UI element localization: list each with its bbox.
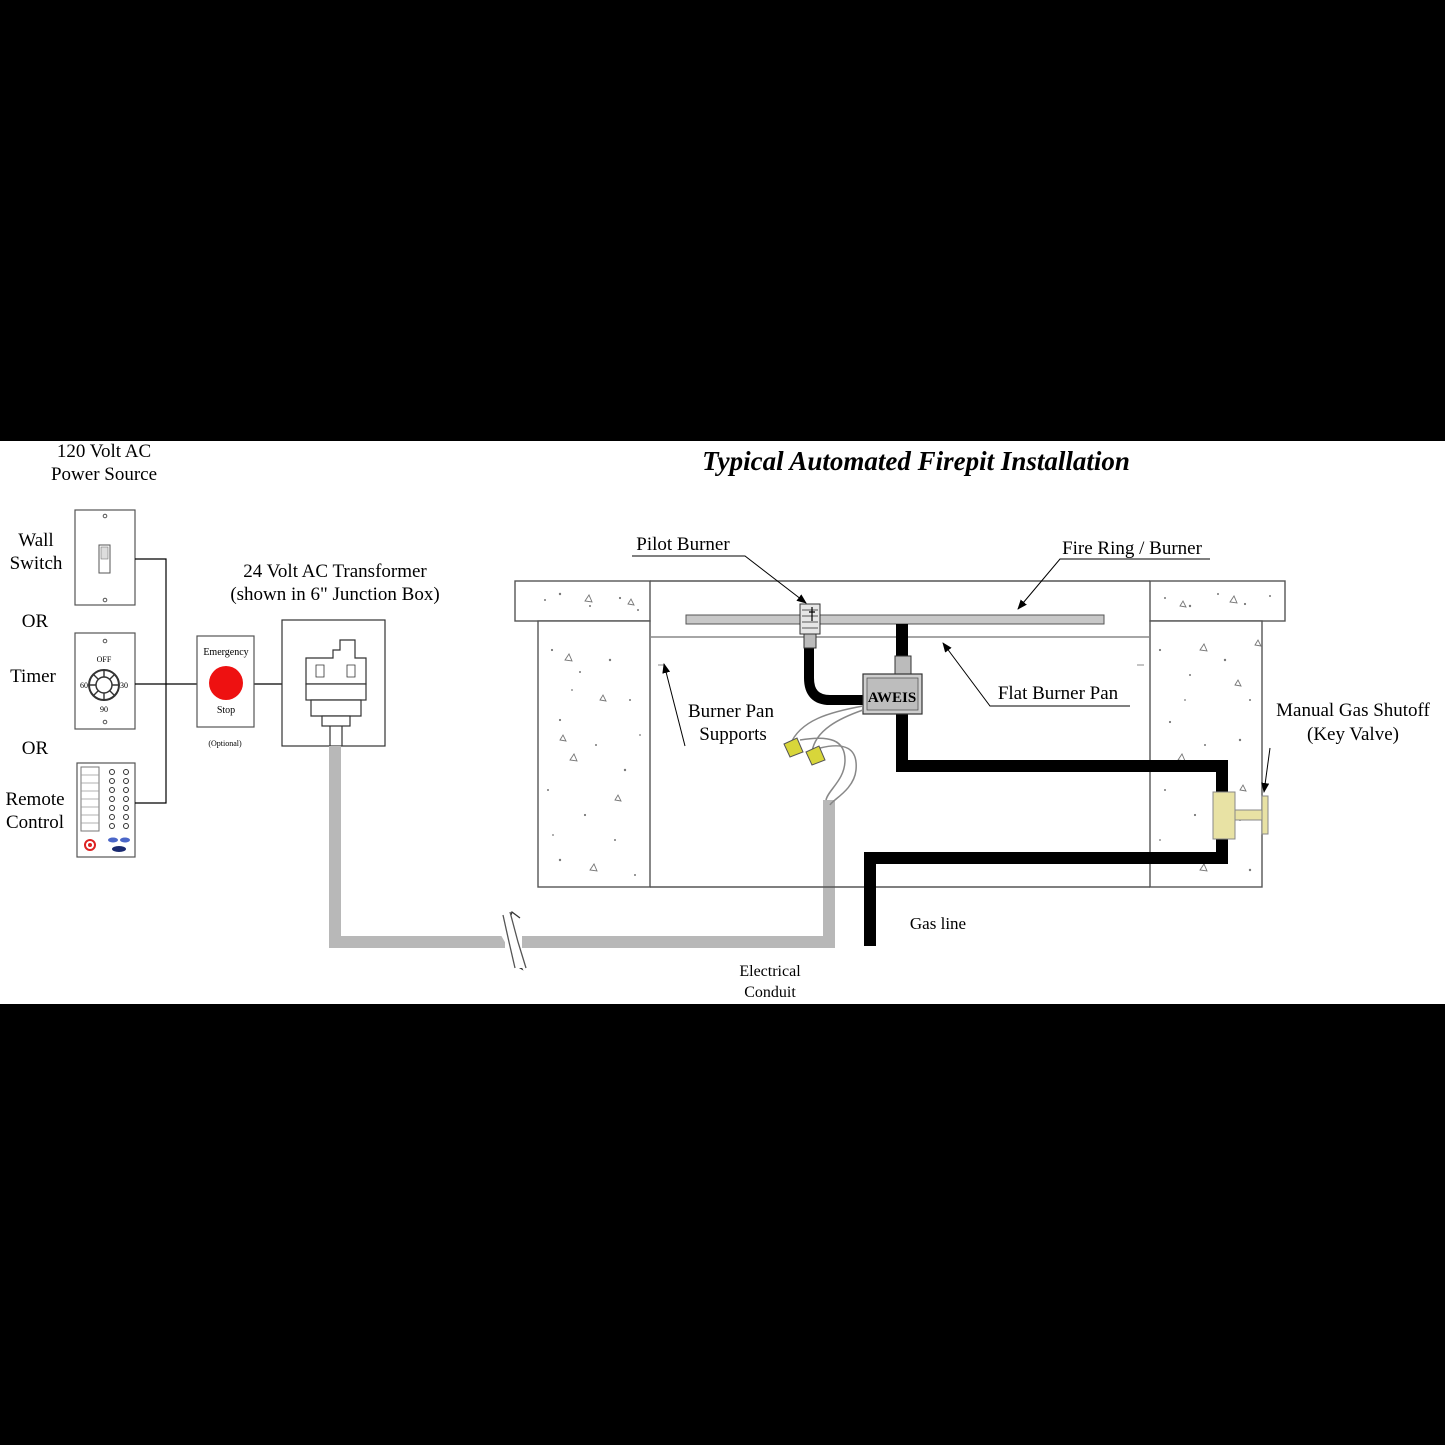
svg-text:90: 90 [100,705,108,714]
svg-text:30: 30 [120,681,128,690]
svg-text:60: 60 [80,681,88,690]
conduit-label-2: Conduit [744,984,796,1001]
gas-shutoff-label: Manual Gas Shutoff [1276,700,1430,721]
power-source-label-2: Power Source [50,464,158,485]
pilot-burner-label: Pilot Burner [636,534,730,555]
gas-shutoff-label-2: (Key Valve) [1307,724,1399,745]
remote-control-icon [77,763,135,857]
flat-burner-pan-label: Flat Burner Pan [997,683,1119,704]
timer-label: Timer [10,666,56,687]
fire-ring-burner [686,615,1104,624]
fire-ring-label: Fire Ring / Burner [1062,538,1202,559]
transformer-label-2: (shown in 6" Junction Box) [230,584,440,605]
wall-switch-label: Wall [18,530,54,551]
stop-label: Stop [216,705,236,716]
optional-label: (Optional) [208,739,242,748]
remote-label-2: Control [5,812,65,833]
power-source-label: 120 Volt AC [56,441,152,462]
burner-pan-supports-label-2: Supports [699,724,767,745]
valve-brand-label: AWEIS [867,690,917,706]
toggle-switch-icon [75,510,135,605]
or-label-1: OR [21,611,49,632]
transformer-label: 24 Volt AC Transformer [243,561,427,582]
timer-dial-icon [75,633,135,729]
or-label-2: OR [21,738,49,759]
remote-label: Remote [5,789,65,810]
conduit-label: Electrical [739,963,801,980]
emergency-label: Emergency [203,647,249,658]
gas-line-label: Gas line [909,914,967,933]
svg-text:OFF: OFF [96,655,112,664]
transformer-icon [282,620,385,746]
wall-switch-label-2: Switch [9,553,63,574]
diagram-title: Typical Automated Firepit Installation [702,446,1130,476]
burner-pan-supports-label: Burner Pan [687,701,775,722]
